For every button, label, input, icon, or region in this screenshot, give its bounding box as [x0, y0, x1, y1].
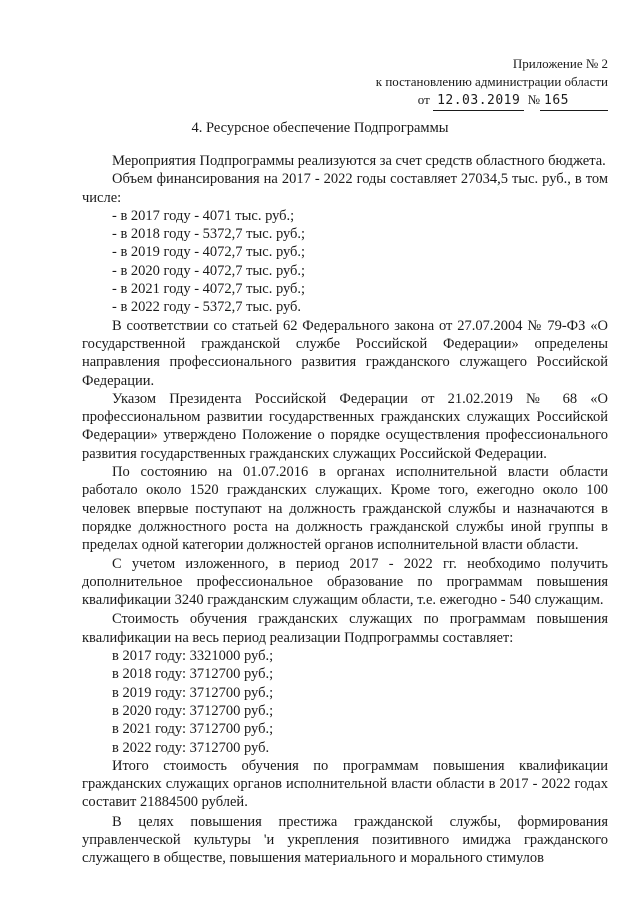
cost-list-item: в 2020 году: 3712700 руб.;: [112, 702, 274, 719]
funding-list-item: - в 2018 году - 5372,7 тыс. руб.;: [112, 226, 306, 243]
funding-list-item: - в 2022 году - 5372,7 тыс. руб.: [112, 299, 302, 316]
cost-list-item: в 2022 году: 3712700 руб.: [112, 739, 270, 756]
paragraph-staff-count: По состоянию на 01.07.2016 в органах исполнительной власти области работало около 1520 гражданских служащих. Кроме того, ежегодно около 100 человек впервые поступают на должность гражданской службы и назначаются в порядке должностного роста на должность гражданской службы иной группы в пределах одной категории должностей органов исполнительной власти области.: [82, 464, 608, 554]
cost-list-item: в 2017 году: 3321000 руб.;: [112, 648, 274, 665]
paragraph-prestige: В целях повышения престижа гражданской службы, формирования управленческой культуры 'и укрепления позитивного имиджа гражданского служащего в обществе, повышения материального и морального стимулов: [82, 813, 608, 867]
funding-list-item: - в 2017 году - 4071 тыс. руб.;: [112, 207, 295, 224]
appendix-header: [376, 55, 608, 111]
cost-list-item: в 2018 году: 3712700 руб.;: [112, 666, 274, 683]
section-title: 4. Ресурсное обеспечение Подпрограммы: [191, 120, 449, 136]
cost-list-item: в 2019 году: 3712700 руб.;: [112, 684, 274, 701]
cost-list-item: в 2021 году: 3712700 руб.;: [112, 721, 274, 738]
funding-list-item: - в 2019 году - 4072,7 тыс. руб.;: [112, 244, 306, 261]
resolution-reference: к постановлению администрации области: [375, 74, 608, 89]
date-number-line: [376, 91, 608, 111]
handwritten-date: 12.03.2019: [433, 92, 524, 111]
handwritten-number: 165: [540, 92, 608, 111]
date-prefix: от: [417, 92, 430, 107]
paragraph-funding-source: Мероприятия Подпрограммы реализуются за счет средств областного бюджета.: [112, 153, 606, 169]
paragraph-presidential-decree: Указом Президента Российской Федерации от 21.02.2019 № 68 «О профессиональном развитии государственных гражданских служащих Российской Федерации» утверждено Положение о порядке осуществления профессионального развития государственных гражданских служащих Российской Федерации.: [82, 390, 608, 462]
funding-list-item: - в 2021 году - 4072,7 тыс. руб.;: [112, 281, 306, 298]
appendix-label: Приложение № 2: [512, 56, 608, 71]
paragraph-total-cost: Итого стоимость обучения по программам повышения квалификации гражданских служащих органов исполнительной власти области в 2017 - 2022 годах составит 21884500 рублей.: [82, 757, 608, 811]
paragraph-training-need: С учетом изложенного, в период 2017 - 2022 гг. необходимо получить дополнительное профессиональное образование по программам повышения квалификации 3240 гражданским служащим области, т.е. ежегодно - 540 служащим.: [82, 555, 608, 609]
paragraph-training-cost: Стоимость обучения гражданских служащих по программам повышения квалификации на весь период реализации Подпрограммы составляет:: [82, 611, 608, 646]
paragraph-funding-total: Объем финансирования на 2017 - 2022 годы составляет 27034,5 тыс. руб., в том числе:: [82, 171, 608, 206]
paragraph-federal-law: В соответствии со статьей 62 Федерального закона от 27.07.2004 № 79-ФЗ «О государственной гражданской службе Российской Федерации» определены направления профессионального развития гражданского служащего Российской Федерации.: [82, 317, 608, 389]
number-prefix: №: [527, 92, 540, 107]
document-body: [82, 152, 608, 868]
funding-list-item: - в 2020 году - 4072,7 тыс. руб.;: [112, 262, 306, 279]
